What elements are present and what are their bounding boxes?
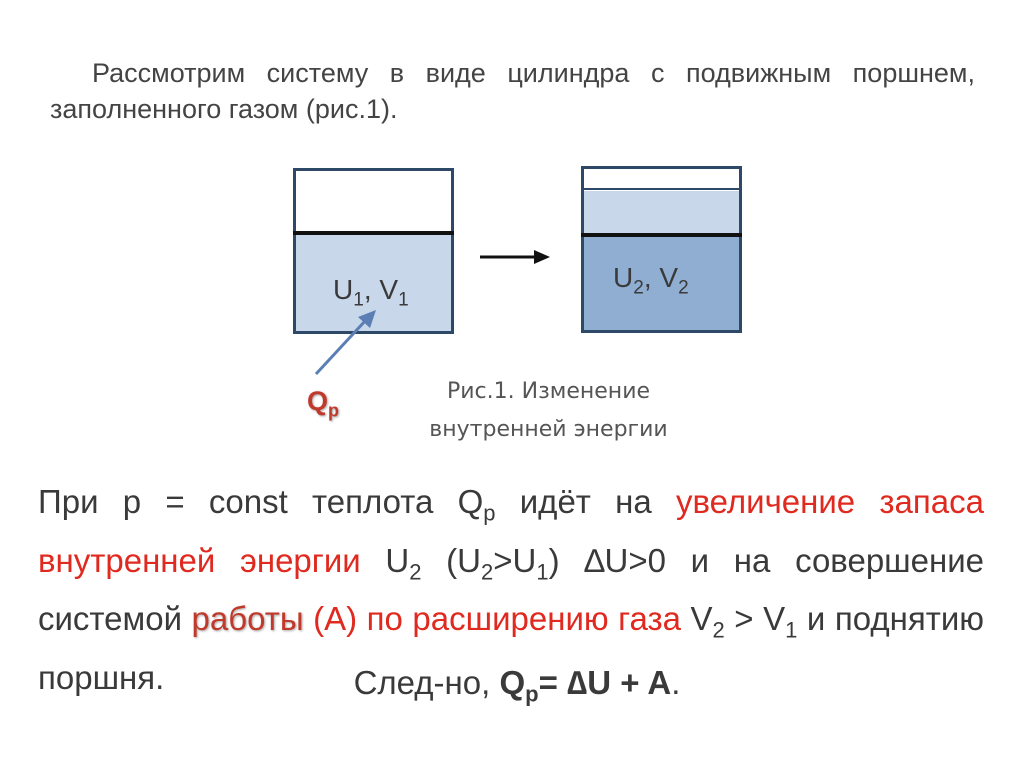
- body-text-segment: (U: [421, 541, 482, 579]
- state-label-2: $U_2$, $V_2$: [613, 262, 689, 299]
- state-label-1: $U_1$, $V_1$: [333, 274, 409, 311]
- process-arrow-icon: [478, 246, 554, 268]
- intro-paragraph: [50, 55, 975, 127]
- highlight-expansion: (А) по расширению газа: [303, 600, 681, 638]
- body-text-segment: U: [360, 541, 410, 579]
- conclusion-prefix: След-но,: [353, 664, 500, 701]
- heat-arrow-icon: [310, 304, 382, 380]
- body-text-segment: идёт на: [495, 483, 676, 520]
- conclusion-formula: [0, 664, 1024, 708]
- highlight-internal-energy: увеличение запаса внутренней энергии: [38, 483, 984, 579]
- cylinder-final: [581, 166, 742, 333]
- figure-caption-line-1: Рис.1. Изменение: [446, 379, 651, 404]
- body-sub: 1: [536, 559, 549, 585]
- body-text-segment: При p = const теплота Q: [38, 483, 484, 520]
- conclusion-dot: .: [671, 664, 681, 701]
- body-text-segment: > V: [724, 600, 786, 638]
- body-sub: 2: [409, 559, 422, 585]
- figure-caption: [396, 373, 701, 449]
- intro-text: Рассмотрим систему в виде цилиндра с подвижным поршнем, заполненного газом (рис.1).: [50, 58, 975, 124]
- body-sub: 1: [785, 617, 798, 643]
- body-text-segment: V: [680, 600, 713, 638]
- expansion-region: [584, 191, 739, 235]
- body-text-segment: >U: [493, 541, 537, 579]
- figure-caption-line-2: внутренней энергии: [429, 417, 668, 442]
- piston-final: [581, 233, 742, 237]
- body-text-segment: и поднятию поршня.: [38, 600, 984, 696]
- cylinder-final-top-line: [584, 188, 739, 190]
- formula: $Q_p= \Delta U + A$: [499, 664, 672, 707]
- body-text-segment: ) ∆U>0 и на совершение системой: [38, 541, 985, 638]
- body-sub: 2: [481, 559, 494, 585]
- heat-label: $Q_p$: [307, 386, 340, 421]
- body-sub: 2: [712, 617, 725, 643]
- highlight-work: работы: [191, 600, 304, 638]
- body-sub: p: [483, 500, 496, 526]
- piston-initial: [293, 231, 454, 235]
